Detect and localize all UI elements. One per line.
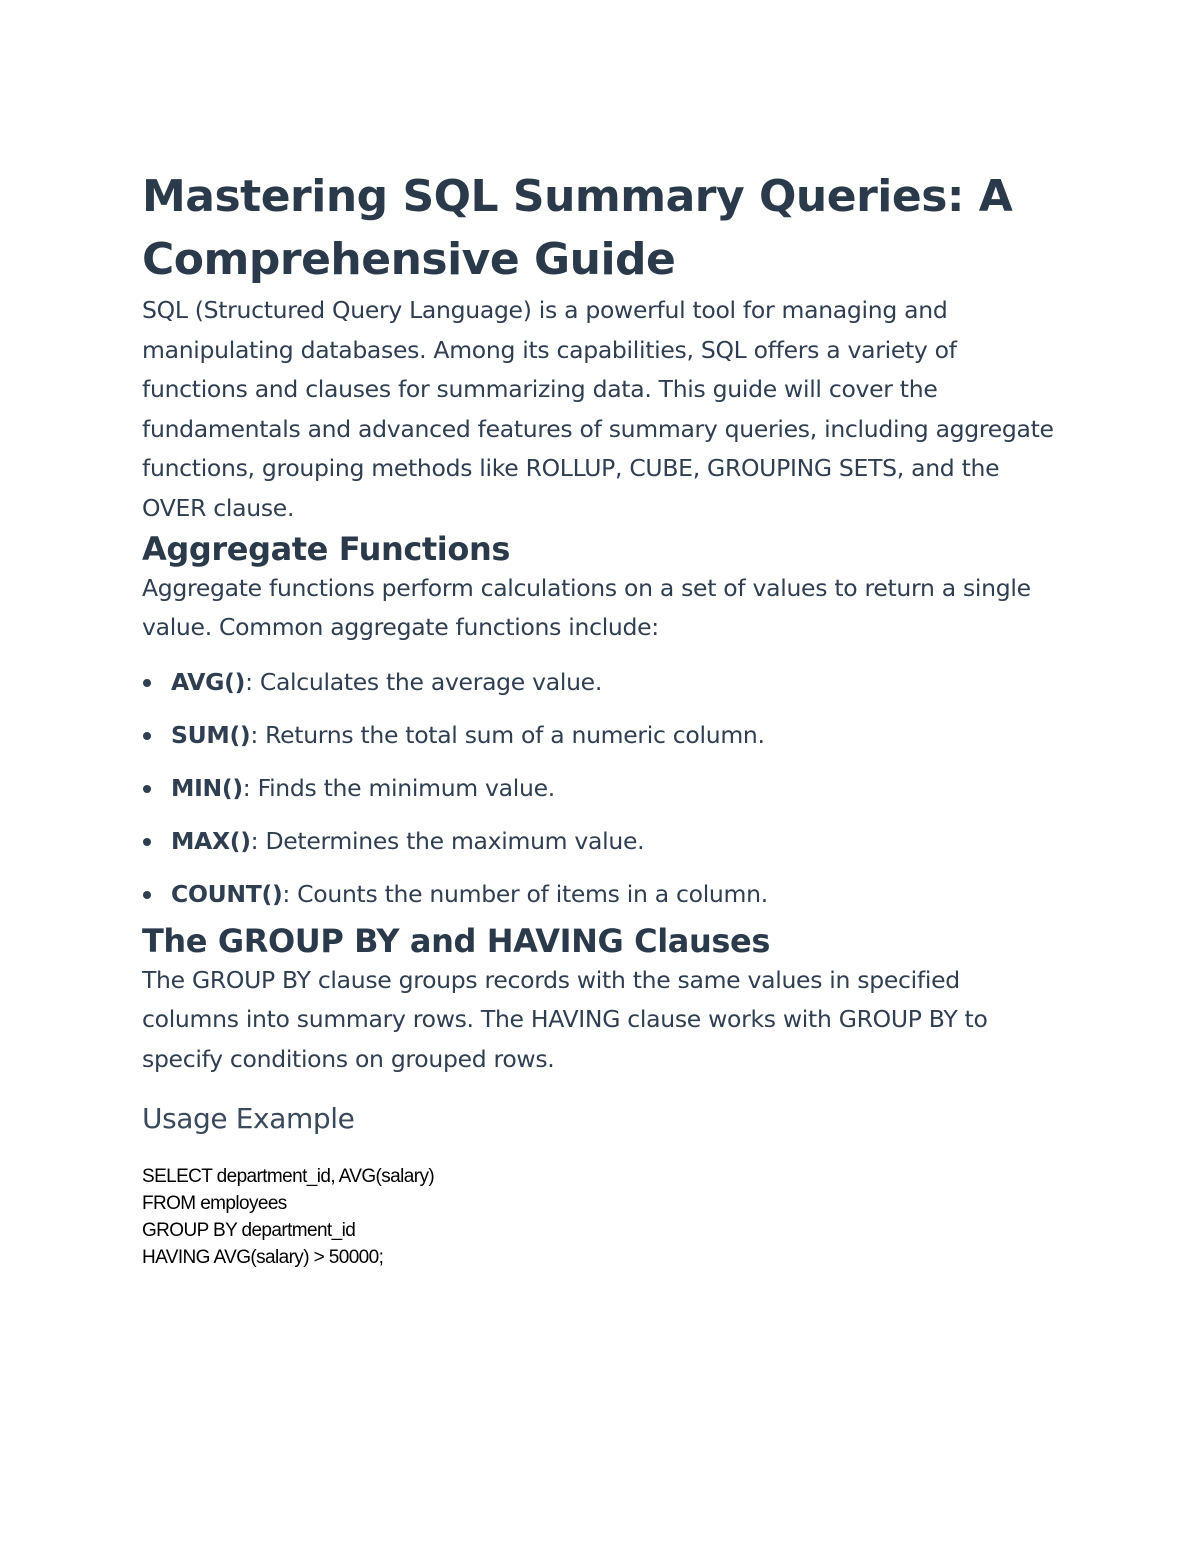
intro-paragraph: SQL (Structured Query Language) is a powerful tool for managing and manipulating databases. Among its capabilities, SQL offers a variety of functions and clauses for summarizing data. This guide will cover the fundamentals and advanced features of summary queries, including aggregate functions, grouping methods like ROLLUP, CUBE, GROUPING SETS, and the OVER clause. [142,296,1054,522]
bullet-icon [143,785,151,793]
group-by-having-paragraph: The GROUP BY clause groups records with the same values in specified columns into summary rows. The HAVING clause works with GROUP BY to specify conditions on grouped rows. [142,965,988,1073]
aggregate-functions-paragraph: Aggregate functions perform calculations on a set of values to return a single value. Common aggregate functions include: [142,573,1031,642]
function-name: AVG() [171,667,246,696]
aggregate-functions-heading: Aggregate Functions [142,529,510,568]
code-line: GROUP BY department_id [142,1219,356,1241]
list-item-avg [142,656,1062,709]
function-name: MIN() [171,773,243,802]
bullet-icon [143,891,151,899]
document-page [142,165,1062,1271]
function-description: : Determines the maximum value. [250,826,645,855]
group-by-having-heading: The GROUP BY and HAVING Clauses [142,921,770,960]
bullet-icon [143,732,151,740]
document-title: Mastering SQL Summary Queries: A Comprehensive Guide [142,171,1013,285]
function-description: : Calculates the average value. [245,667,602,696]
function-description: : Counts the number of items in a column. [282,879,768,908]
usage-example-heading: Usage Example [142,1101,355,1135]
code-line: HAVING AVG(salary) > 50000; [142,1246,384,1268]
aggregate-functions-list [142,656,1062,921]
sql-code-block [142,1163,1062,1271]
bullet-icon [143,838,151,846]
list-item-count [142,868,1062,921]
function-name: COUNT() [171,879,283,908]
list-item-max [142,815,1062,868]
function-name: SUM() [171,720,251,749]
list-item-min [142,762,1062,815]
function-description: : Returns the total sum of a numeric column. [250,720,765,749]
list-item-sum [142,709,1062,762]
code-line: SELECT department_id, AVG(salary) [142,1165,435,1187]
bullet-icon [143,679,151,687]
function-description: : Finds the minimum value. [242,773,555,802]
code-line: FROM employees [142,1192,287,1214]
function-name: MAX() [171,826,251,855]
